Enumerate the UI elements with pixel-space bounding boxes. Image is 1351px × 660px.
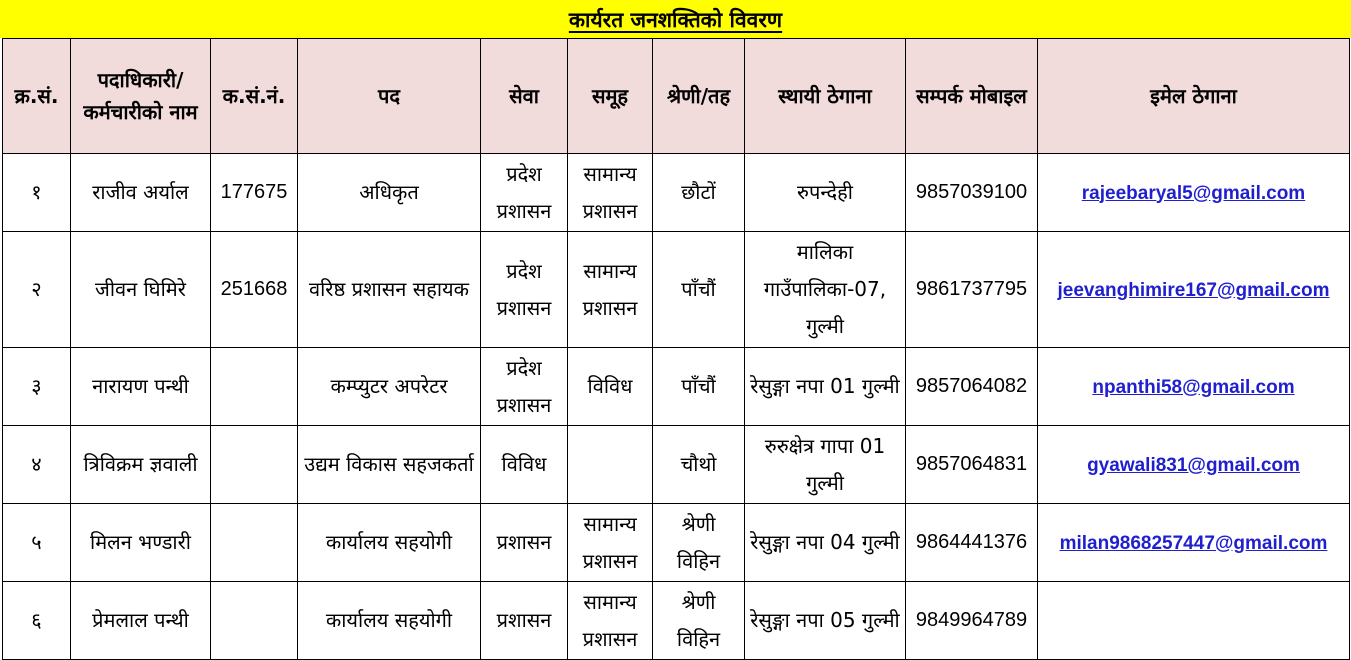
- header-mobile: सम्पर्क मोबाइल: [906, 39, 1038, 154]
- cell-symbol-no: [211, 348, 298, 426]
- cell-level: पाँचौं: [653, 348, 745, 426]
- cell-post: कार्यालय सहयोगी: [298, 504, 481, 582]
- cell-post: उद्यम विकास सहजकर्ता: [298, 426, 481, 504]
- cell-email: [1038, 154, 1350, 232]
- header-group: समूह: [568, 39, 653, 154]
- email-link[interactable]: rajeebaryal5@gmail.com: [1081, 182, 1306, 204]
- cell-level: श्रेणी विहिन: [653, 504, 745, 582]
- cell-sn: ३: [3, 348, 71, 426]
- header-post: पद: [298, 39, 481, 154]
- header-symbol-no: क.सं.नं.: [211, 39, 298, 154]
- cell-mobile: 9849964789: [906, 582, 1038, 660]
- cell-sn: १: [3, 154, 71, 232]
- cell-mobile: 9857039100: [906, 154, 1038, 232]
- header-service: सेवा: [481, 39, 568, 154]
- cell-group: सामान्य प्रशासन: [568, 582, 653, 660]
- cell-name: नारायण पन्थी: [71, 348, 211, 426]
- cell-mobile: 9864441376: [906, 504, 1038, 582]
- cell-sn: ६: [3, 582, 71, 660]
- cell-post: अधिकृत: [298, 154, 481, 232]
- cell-service: प्रशासन: [481, 504, 568, 582]
- table-row: [3, 154, 1350, 232]
- email-link[interactable]: jeevanghimire167@gmail.com: [1057, 279, 1330, 301]
- cell-email: [1038, 426, 1350, 504]
- email-link[interactable]: npanthi58@gmail.com: [1092, 376, 1295, 398]
- cell-address: रेसुङ्गा नपा 04 गुल्मी: [745, 504, 906, 582]
- cell-level: पाँचौं: [653, 232, 745, 348]
- header-email: इमेल ठेगाना: [1038, 39, 1350, 154]
- cell-group: सामान्य प्रशासन: [568, 232, 653, 348]
- header-sn: क्र.सं.: [3, 39, 71, 154]
- header-level: श्रेणी/तह: [653, 39, 745, 154]
- header-address: स्थायी ठेगाना: [745, 39, 906, 154]
- cell-name: राजीव अर्याल: [71, 154, 211, 232]
- cell-sn: ४: [3, 426, 71, 504]
- cell-mobile: 9861737795: [906, 232, 1038, 348]
- cell-sn: ५: [3, 504, 71, 582]
- header-row: [3, 39, 1350, 154]
- cell-group: विविध: [568, 348, 653, 426]
- cell-email: [1038, 348, 1350, 426]
- page-title: कार्यरत जनशक्तिको विवरण: [568, 8, 783, 32]
- cell-email: [1038, 504, 1350, 582]
- table-row: [3, 426, 1350, 504]
- cell-symbol-no: [211, 582, 298, 660]
- cell-name: मिलन भण्डारी: [71, 504, 211, 582]
- cell-email: [1038, 232, 1350, 348]
- cell-level: छौटों: [653, 154, 745, 232]
- cell-address: रेसुङ्गा नपा 05 गुल्मी: [745, 582, 906, 660]
- cell-mobile: 9857064831: [906, 426, 1038, 504]
- cell-name: जीवन घिमिरे: [71, 232, 211, 348]
- table-row: [3, 232, 1350, 348]
- cell-symbol-no: [211, 426, 298, 504]
- cell-symbol-no: 177675: [211, 154, 298, 232]
- cell-group: [568, 426, 653, 504]
- cell-service: प्रशासन: [481, 582, 568, 660]
- cell-address: रेसुङ्गा नपा 01 गुल्मी: [745, 348, 906, 426]
- title-bar: [0, 0, 1351, 38]
- staff-table: [2, 38, 1350, 660]
- cell-level: श्रेणी विहिन: [653, 582, 745, 660]
- cell-service: प्रदेश प्रशासन: [481, 348, 568, 426]
- table-row: [3, 504, 1350, 582]
- email-link[interactable]: gyawali831@gmail.com: [1087, 454, 1300, 476]
- cell-address: मालिका गाउँपालिका-07, गुल्मी: [745, 232, 906, 348]
- cell-post: कम्प्युटर अपरेटर: [298, 348, 481, 426]
- cell-name: त्रिविक्रम ज्ञवाली: [71, 426, 211, 504]
- cell-mobile: 9857064082: [906, 348, 1038, 426]
- cell-address: रुपन्देही: [745, 154, 906, 232]
- cell-email: [1038, 582, 1350, 660]
- cell-level: चौथो: [653, 426, 745, 504]
- cell-post: कार्यालय सहयोगी: [298, 582, 481, 660]
- cell-service: प्रदेश प्रशासन: [481, 154, 568, 232]
- cell-post: वरिष्ठ प्रशासन सहायक: [298, 232, 481, 348]
- cell-group: सामान्य प्रशासन: [568, 154, 653, 232]
- cell-symbol-no: 251668: [211, 232, 298, 348]
- table-row: [3, 582, 1350, 660]
- cell-address: रुरुक्षेत्र गापा 01 गुल्मी: [745, 426, 906, 504]
- cell-name: प्रेमलाल पन्थी: [71, 582, 211, 660]
- cell-sn: २: [3, 232, 71, 348]
- cell-service: विविध: [481, 426, 568, 504]
- cell-service: प्रदेश प्रशासन: [481, 232, 568, 348]
- email-link[interactable]: milan9868257447@gmail.com: [1059, 532, 1328, 554]
- table-row: [3, 348, 1350, 426]
- header-name: पदाधिकारी/ कर्मचारीको नाम: [71, 39, 211, 154]
- cell-symbol-no: [211, 504, 298, 582]
- cell-group: सामान्य प्रशासन: [568, 504, 653, 582]
